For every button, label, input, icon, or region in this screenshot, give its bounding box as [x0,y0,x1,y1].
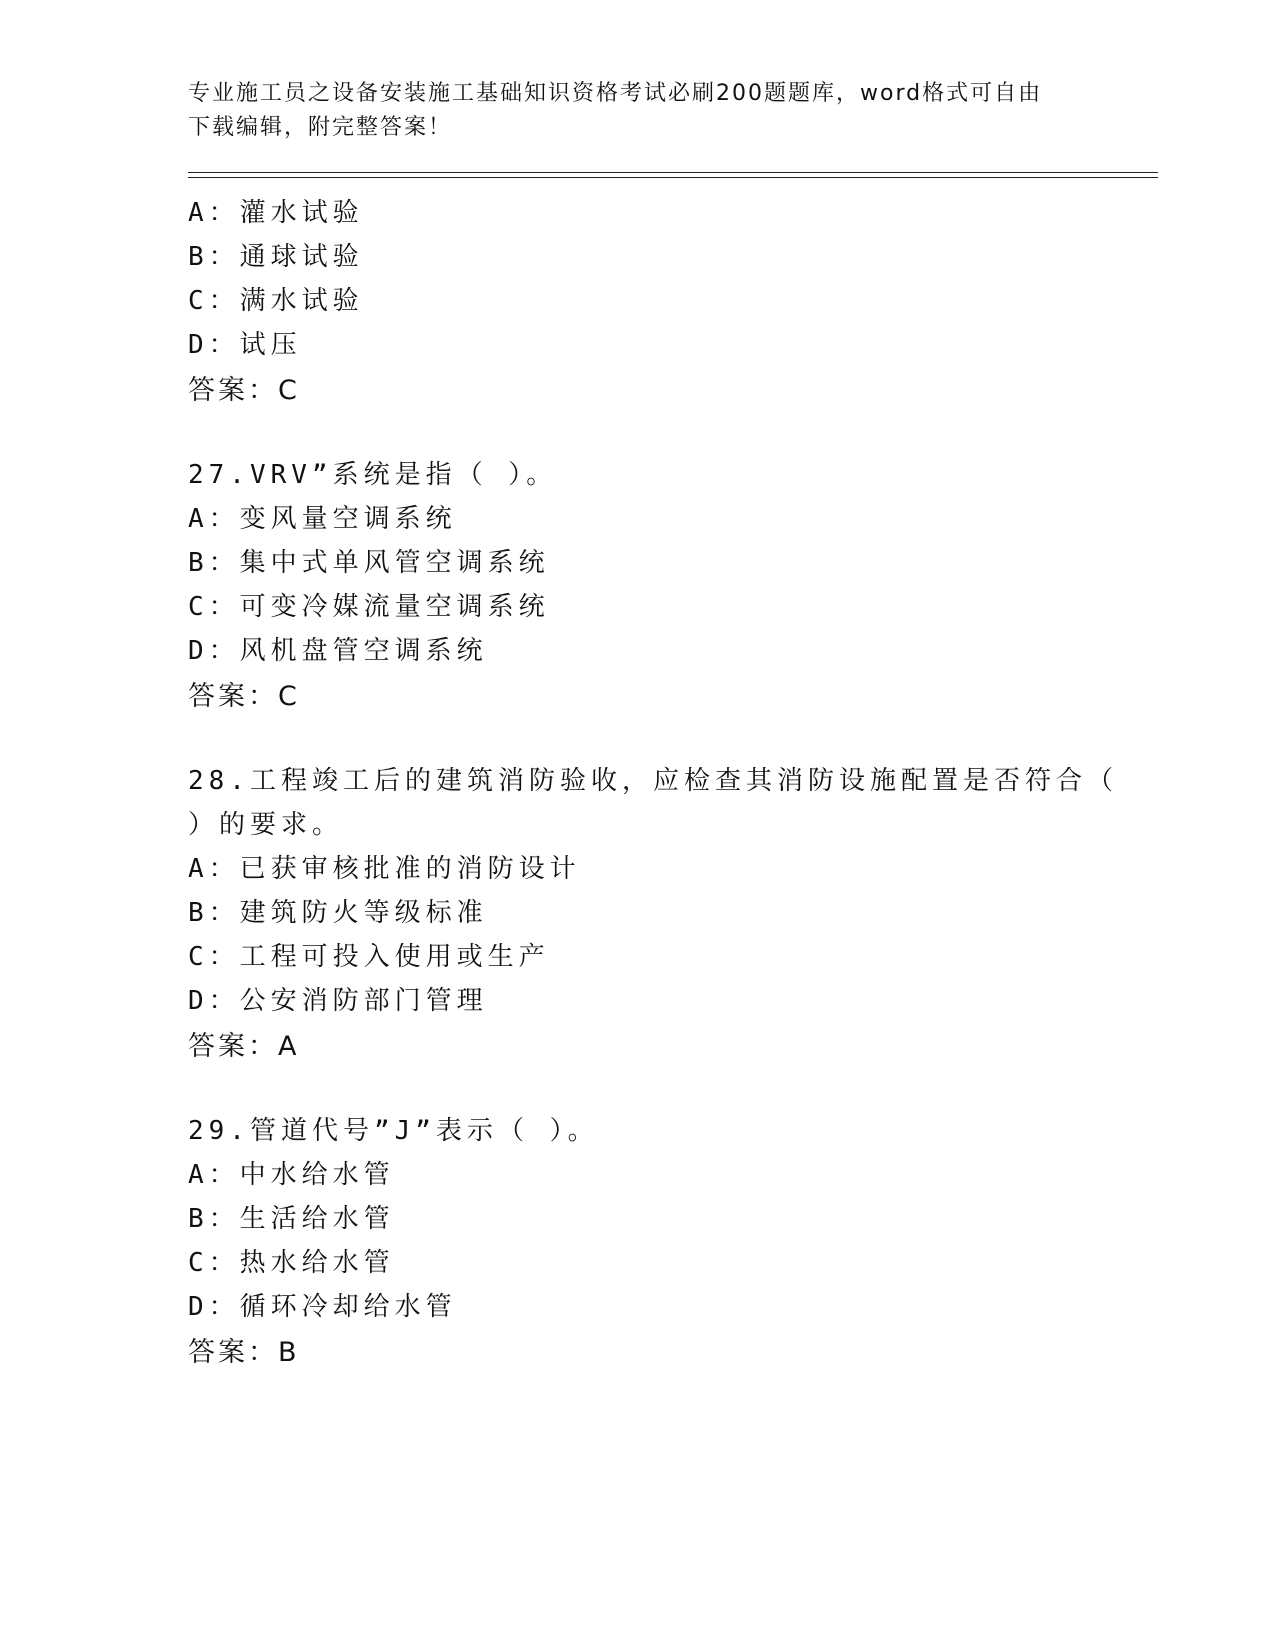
question-text: 29.管道代号”J”表示（ ）。 [188,1116,599,1146]
option-b: B：生活给水管 [188,1204,395,1234]
option-b: B：建筑防火等级标准 [188,898,488,928]
header-rule-top [188,172,1158,173]
question-text-line-2: ）的要求。 [188,810,344,840]
option-a: A：已获审核批准的消防设计 [188,854,581,884]
answer: 答案：C [188,375,300,406]
option-c: C：工程可投入使用或生产 [188,942,550,972]
option-d: D：风机盘管空调系统 [188,636,488,666]
option-d: D：公安消防部门管理 [188,986,488,1016]
option-b: B：集中式单风管空调系统 [188,548,550,578]
option-c: C：可变冷媒流量空调系统 [188,592,550,622]
answer: 答案：C [188,681,300,712]
header-title-line-2: 下载编辑，附完整答案！ [188,115,453,140]
answer: 答案：B [188,1337,300,1368]
option-c: C：热水给水管 [188,1248,395,1278]
option-d: D：试压 [188,330,302,360]
option-a: A：变风量空调系统 [188,504,457,534]
header-title-line-1: 专业施工员之设备安装施工基础知识资格考试必刷200题题库，word格式可自由 [188,81,1043,106]
option-b: B：通球试验 [188,242,364,272]
option-d: D：循环冷却给水管 [188,1292,457,1322]
option-a: A：灌水试验 [188,198,364,228]
question-text-line-1: 28.工程竣工后的建筑消防验收，应检查其消防设施配置是否符合（ [188,766,1118,796]
option-a: A：中水给水管 [188,1160,395,1190]
header-rule-bottom [188,177,1158,178]
answer: 答案：A [188,1031,300,1062]
option-c: C：满水试验 [188,286,364,316]
question-text: 27.VRV”系统是指（ ）。 [188,460,558,490]
